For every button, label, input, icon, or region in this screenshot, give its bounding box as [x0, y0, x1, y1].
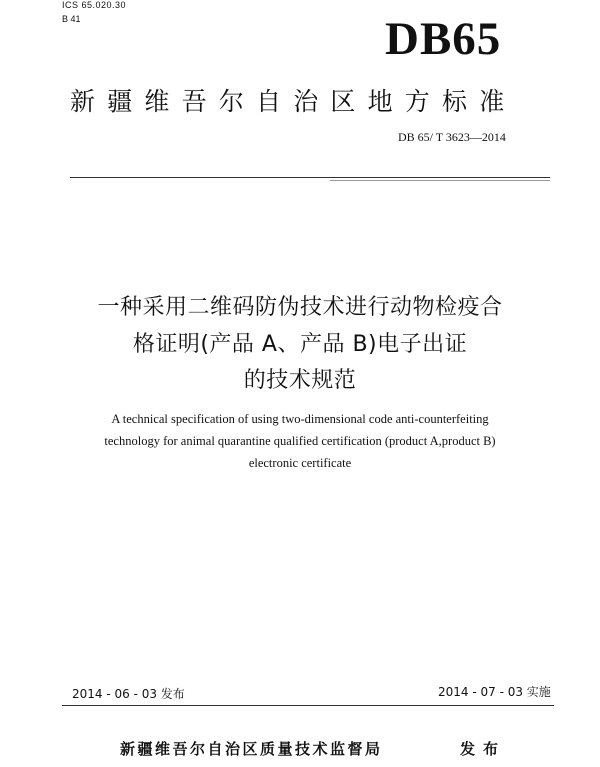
issue-date: 2014 - 06 - 03 发布 — [72, 687, 185, 701]
standard-logo: DB65 — [385, 13, 502, 65]
standard-code: DB 65/ T 3623—2014 — [398, 130, 506, 144]
title-cn-line-2: 格证明(产品 A、产品 B)电子出证 — [132, 332, 468, 357]
standard-type: 新疆维吾尔自治区地方标准 — [70, 87, 517, 116]
top-divider — [70, 177, 550, 178]
title-cn-line-1: 一种采用二维码防伪技术进行动物检疫合 — [97, 295, 503, 320]
title-en-line-1: A technical specification of using two-dimensional code anti-counterfeiting — [111, 412, 489, 426]
classification-code: B 41 — [62, 14, 81, 24]
title-cn-line-3: 的技术规范 — [243, 368, 357, 393]
top-divider-secondary — [330, 180, 550, 181]
issuing-authority: 新疆维吾尔自治区质量技术监督局 — [120, 740, 383, 758]
implementation-date: 2014 - 07 - 03 实施 — [438, 685, 551, 699]
bottom-divider — [62, 705, 554, 706]
title-en-line-3: electronic certificate — [248, 456, 352, 470]
ics-number: ICS 65.020.30 — [62, 0, 127, 10]
issue-action: 发布 — [460, 740, 507, 758]
title-en-line-2: technology for animal quarantine qualified certification (product A,product B) — [104, 434, 496, 448]
